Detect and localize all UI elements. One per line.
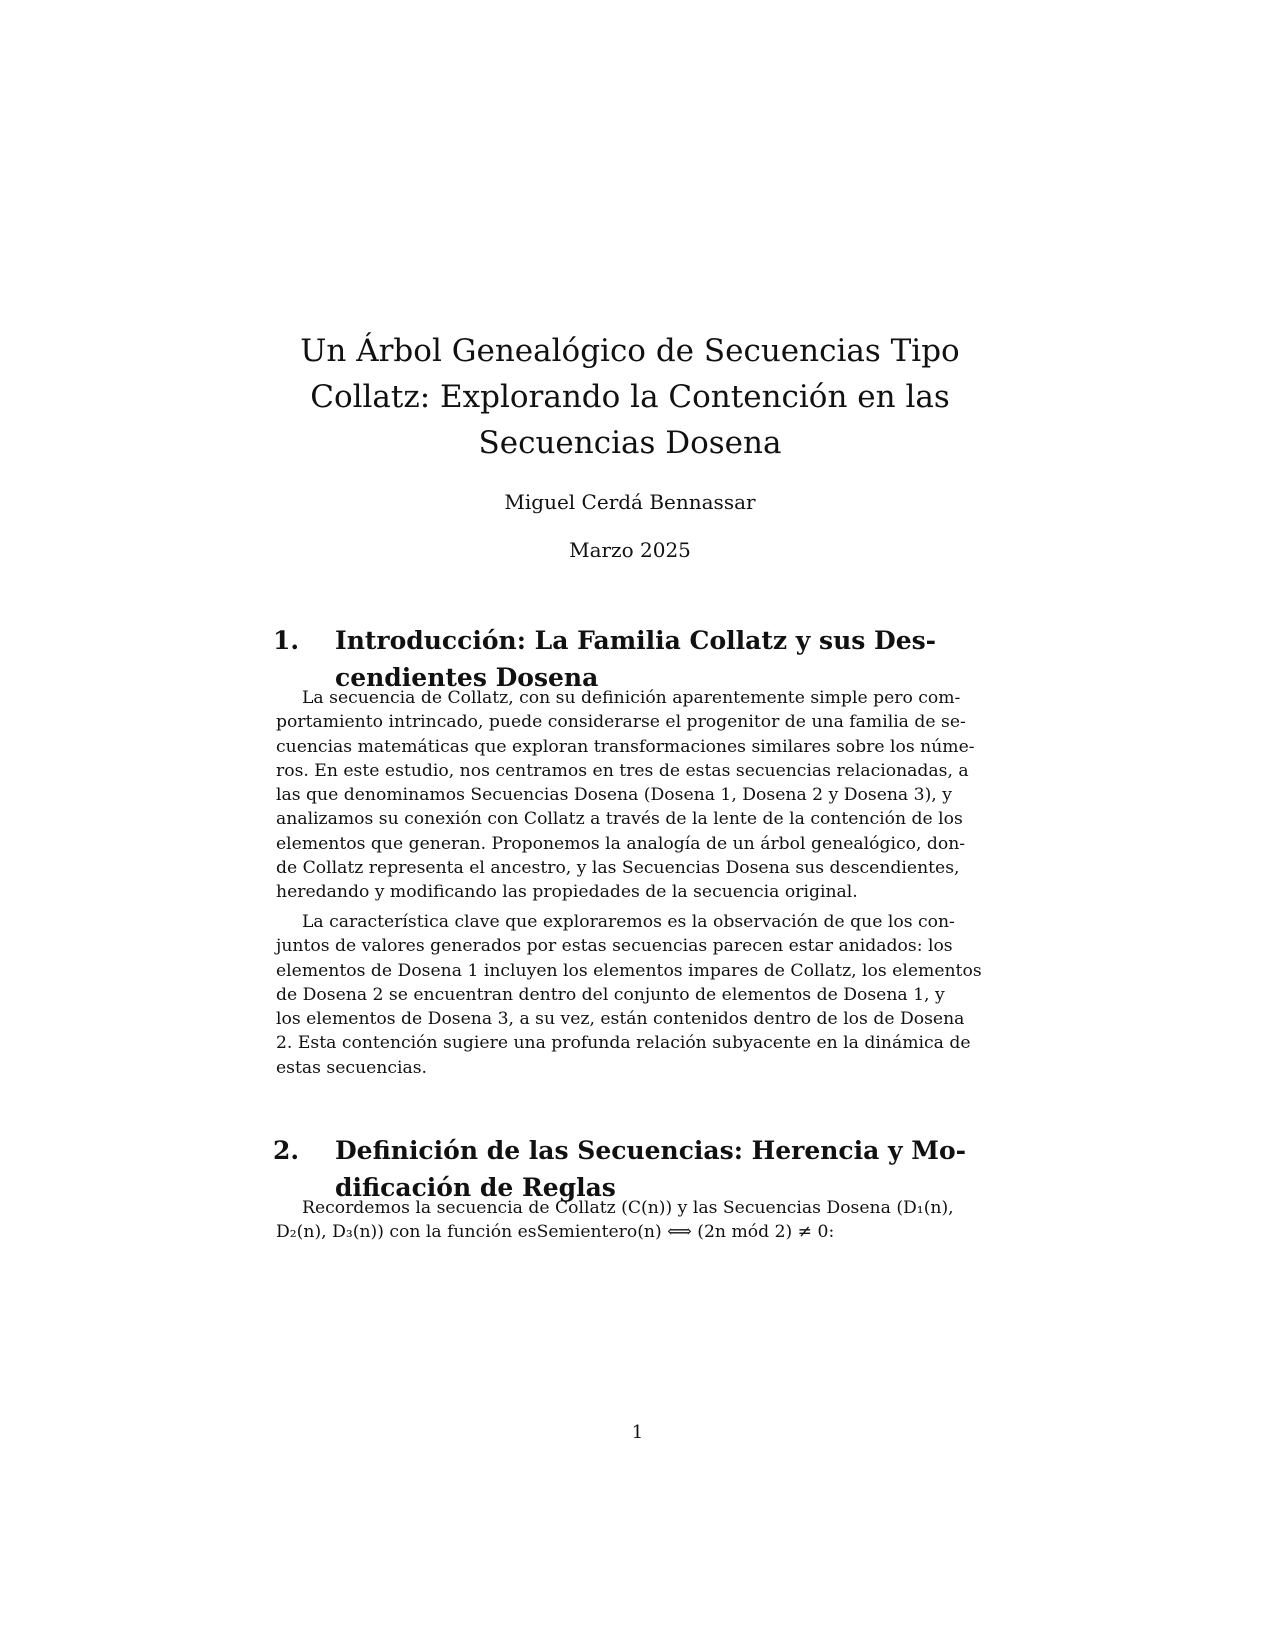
section-heading-line: Definición de las Secuencias: Herencia y Mo- xyxy=(335,1136,966,1165)
section-number: 1. xyxy=(273,626,300,655)
paper-title xyxy=(260,328,1000,466)
text-line: elementos de Dosena 1 incluyen los elementos impares de Collatz, los elementos xyxy=(276,960,982,981)
page-number: 1 xyxy=(631,1422,644,1443)
text-line: las que denominamos Secuencias Dosena (Dosena 1, Dosena 2 y Dosena 3), y xyxy=(276,785,952,806)
title-line-3: Secuencias Dosena xyxy=(478,425,782,461)
publication-date: Marzo 2025 xyxy=(569,538,691,562)
section-heading-2 xyxy=(273,1132,993,1206)
text-line: 2. Esta contención sugiere una profunda relación subyacente en la dinámica de xyxy=(276,1033,971,1054)
section-1-paragraph-2 xyxy=(276,910,990,1080)
section-heading-line: Introducción: La Familia Collatz y sus Des- xyxy=(335,626,937,655)
text-line: cuencias matemáticas que exploran transformaciones similares sobre los núme- xyxy=(276,736,975,757)
text-line: portamiento intrincado, puede considerarse el progenitor de una familia de se- xyxy=(276,712,966,733)
text-line: elementos que generan. Proponemos la analogía de un árbol genealógico, don- xyxy=(276,833,966,854)
text-line: estas secuencias. xyxy=(276,1057,428,1078)
text-line: juntos de valores generados por estas secuencias parecen estar anidados: los xyxy=(276,936,953,957)
section-1-paragraph-1 xyxy=(276,686,990,905)
section-2-paragraph-1 xyxy=(276,1196,990,1245)
text-line: analizamos su conexión con Collatz a través de la lente de la contención de los xyxy=(276,809,963,830)
title-line-2: Collatz: Explorando la Contención en las xyxy=(310,379,950,415)
text-line: Recordemos la secuencia de Collatz (C(n)) y las Secuencias Dosena (D₁(n), xyxy=(302,1198,954,1218)
title-line-1: Un Árbol Genealógico de Secuencias Tipo xyxy=(300,333,960,369)
text-line: heredando y modificando las propiedades de la secuencia original. xyxy=(276,882,858,903)
text-line: los elementos de Dosena 3, a su vez, están contenidos dentro de los de Dosena xyxy=(276,1009,965,1030)
text-line: D₂(n), D₃(n)) con la función esSemientero(n) ⟺ (2n mód 2) ≠ 0: xyxy=(276,1222,835,1243)
section-number: 2. xyxy=(273,1136,300,1165)
author-name: Miguel Cerdá Bennassar xyxy=(504,490,756,514)
text-line: ros. En este estudio, nos centramos en tres de estas secuencias relacionadas, a xyxy=(276,760,969,781)
text-line: de Dosena 2 se encuentran dentro del conjunto de elementos de Dosena 1, y xyxy=(276,984,945,1005)
text-line: La característica clave que exploraremos es la observación de que los con- xyxy=(302,912,955,932)
section-heading-line: cendientes Dosena xyxy=(335,663,599,692)
text-line: La secuencia de Collatz, con su definición aparentemente simple pero com- xyxy=(302,688,961,708)
section-heading-1 xyxy=(273,622,993,696)
section-heading-line: dificación de Reglas xyxy=(335,1173,616,1202)
text-line: de Collatz representa el ancestro, y las Secuencias Dosena sus descendientes, xyxy=(276,858,960,879)
